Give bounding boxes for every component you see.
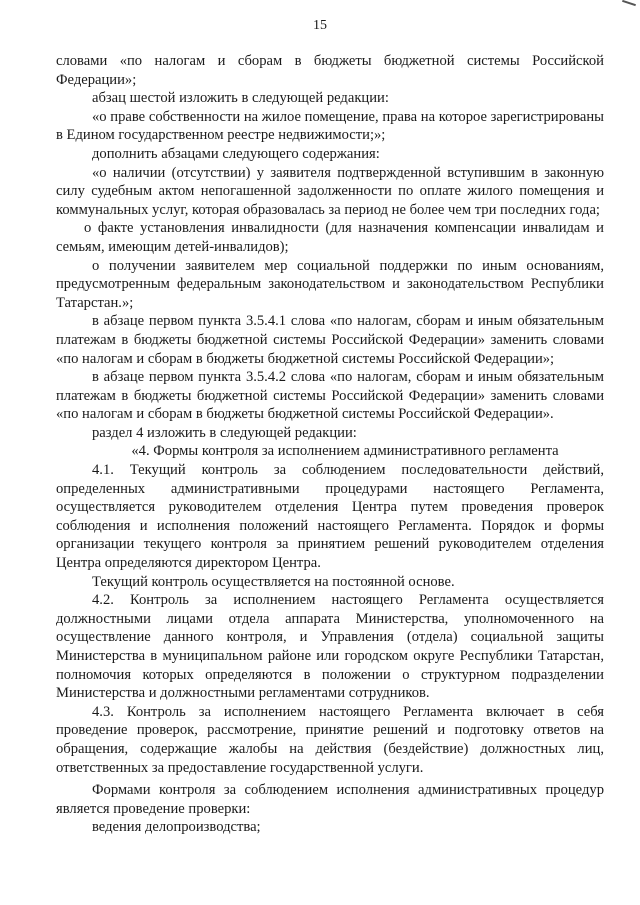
paragraph: о получении заявителем мер социальной поддержки по иным основаниям, предусмотренным федеральным законодательством и законодательством Республики Татарстан.»;	[56, 257, 604, 311]
paragraph: в абзаце первом пункта 3.5.4.2 слова «по налогам, сборам и иным обязательным платежам в бюджеты бюджетной системы Российской Федерации» заменить словами «по налогам и сборам в бюджеты бюджетной системы Российской Федерации».	[56, 369, 604, 423]
paragraph: дополнить абзацами следующего содержания:	[92, 145, 380, 162]
paragraph: ведения делопроизводства;	[92, 819, 261, 836]
paragraph: словами «по налогам и сборам в бюджеты бюджетной системы Российской Федерации»;	[56, 53, 604, 88]
page-number: 15	[313, 18, 327, 33]
paragraph: Текущий контроль осуществляется на постоянной основе.	[92, 573, 455, 590]
paragraph: «о праве собственности на жилое помещение, права на которое зарегистрированы в Едином государственном реестре недвижимости;»;	[56, 108, 604, 144]
section-heading: «4. Формы контроля за исполнением административного регламента	[131, 443, 559, 460]
paragraph: «о наличии (отсутствии) у заявителя подтвержденной вступившим в законную силу судебным актом непогашенной задолженности по оплате жилого помещения и коммунальных услуг, которая образовалась за период не более чем три последних года;	[56, 164, 604, 218]
paragraph: 4.1. Текущий контроль за соблюдением последовательности действий, определенных административными процедурами настоящего Регламента, осуществляется руководителем отделения Центра путем проведения проверок соблюдения и исполнения положений настоящего Регламента. Порядок и формы организации текущего контроля за принятием решений руководителем отделения Центра определяются директором Центра.	[56, 462, 604, 572]
scan-mark	[622, 0, 636, 6]
paragraph: в абзаце первом пункта 3.5.4.1 слова «по налогам, сборам и иным обязательным платежам в бюджеты бюджетной системы Российской Федерации» заменить словами «по налогам и сборам в бюджеты бюджетной системы Российской Федерации»;	[56, 313, 604, 367]
paragraph: 4.3. Контроль за исполнением настоящего Регламента включает в себя проведение проверок, рассмотрение, принятие решений и подготовку ответов на обращения, содержащие жалобы на действия (бездействие) должностных лиц, ответственных за предоставление государственной услуги.	[56, 703, 604, 776]
paragraph: 4.2. Контроль за исполнением настоящего Регламента осуществляется должностными лицами отдела аппарата Министерства, уполномоченного на осуществление данного контроля, и Управления (отдела) социальной защиты Министерства в муниципальном районе или городском округе Республики Татарстан, полномочия которых определяются в положении о структурном подразделении Министерства и должностными регламентами сотрудников.	[56, 592, 604, 702]
paragraph: Формами контроля за соблюдением исполнения административных процедур является проведение проверки:	[56, 782, 604, 817]
paragraph: абзац шестой изложить в следующей редакции:	[92, 90, 389, 107]
document-body	[56, 52, 604, 837]
paragraph: раздел 4 изложить в следующей редакции:	[92, 424, 357, 441]
paragraph: о факте установления инвалидности (для назначения компенсации инвалидам и семьям, имеющим детей-инвалидов);	[56, 220, 604, 255]
